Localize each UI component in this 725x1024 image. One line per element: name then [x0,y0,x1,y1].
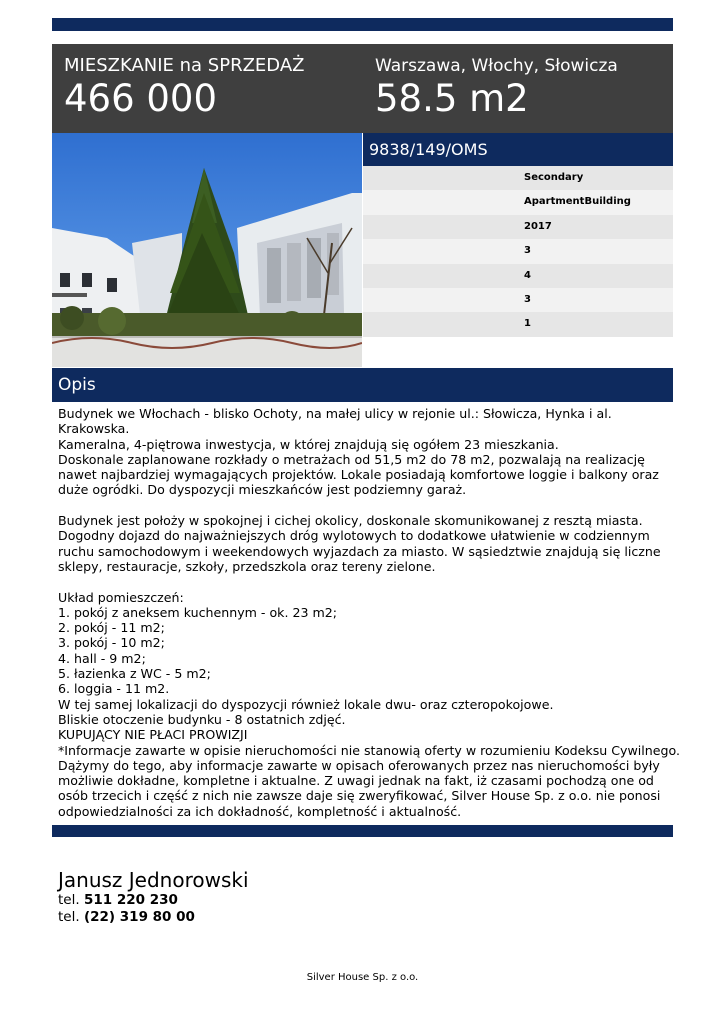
property-row [363,166,673,190]
description-text [58,406,681,819]
agent-phone-office [58,909,249,926]
header-left [64,56,304,120]
property-value: 1 [524,318,531,330]
description-line: Budynek jest położy w spokojnej i cichej okolicy, doskonale skomunikowanej z resztą miasta. [58,513,643,529]
description-line: 5. łazienka z WC - 5 m2; [58,666,211,682]
description-line [58,574,670,589]
description-line: 1. pokój z aneksem kuchennym - ok. 23 m2; [58,604,338,620]
listing-id: 9838/149/OMS [363,133,673,166]
description-line: Dążymy do tego, aby informacje zawarte w opisach oferowanych przez nas nieruchomości były [58,757,660,773]
description-line: sklepy, restauracje, szkoły, przedszkola oraz tereny zielone. [58,558,436,574]
description-line: 6. loggia - 11 m2. [58,681,170,697]
description-line: 2. pokój - 11 m2; [58,620,165,636]
divider-bar [52,825,673,837]
property-photo [52,133,362,367]
property-value: 2017 [524,220,552,232]
description-line: *Informacje zawarte w opisie nieruchomości nie stanowią oferty w rozumieniu Kodeksu Cywilnego. [58,742,681,758]
description-line [58,498,670,513]
property-value: ApartmentBuilding [524,196,631,208]
property-details-table [363,166,673,337]
description-line: Układ pomieszczeń: [58,589,184,605]
description-line: nawet najbardziej wymagających projektów. Lokale posiadają komfortowe loggie i balkony oraz [58,467,659,483]
top-accent-bar [52,18,673,31]
description-line: osób trzecich i część z nich nie zawsze daje się zweryfikować, Silver House Sp. z o.o. nie ponosi [58,788,661,804]
description-heading: Opis [52,368,673,402]
property-value: 3 [524,293,531,305]
area: 58.5 m2 [375,77,529,120]
agent-contact [58,868,249,926]
description-line: Dogodny dojazd do najważniejszych dróg wylotowych to dodatkowe ułatwienie w codziennym [58,528,650,544]
description-line: duże ogródki. Do dyspozycji mieszkańców jest podziemny garaż. [58,482,467,498]
description-line: ruchu samochodowym i weekendowych wyjazdach za miasto. W sąsiedztwie znajdują się liczne [58,543,661,559]
property-row [363,288,673,312]
description-line: Doskonale zaplanowane rozkłady o metrażach od 51,5 m2 do 78 m2, pozwalają na realizację [58,451,645,467]
description-line: W tej samej lokalizacji do dyspozycji również lokale dwu- oraz czteropokojowe. [58,696,554,712]
description-line: Bliskie otoczenie budynku - 8 ostatnich zdjęć. [58,711,346,727]
property-value: Secondary [524,172,584,183]
location: Warszawa, Włochy, Słowicza [375,56,618,76]
phone-office-number[interactable]: (22) 319 80 00 [83,909,195,925]
agent-name: Janusz Jednorowski [58,868,249,892]
description-line: Kameralna, 4-piętrowa inwestycja, w której znajdują się ogółem 23 mieszkania. [58,436,559,452]
description-line: KUPUJĄCY NIE PŁACI PROWIZJI [58,727,248,743]
listing-header [52,44,673,133]
footer-company: Silver House Sp. z o.o. [306,972,419,983]
description-line: odpowiedzialności za ich dokładność, kompletność i aktualność. [58,803,462,819]
description-line: Krakowska. [58,421,130,437]
description-line: 4. hall - 9 m2; [58,650,146,666]
property-row [363,264,673,288]
property-row [363,215,673,239]
price: 466 000 [64,77,218,120]
property-value: 3 [524,245,531,257]
phone-prefix: tel. [58,909,80,925]
property-row [363,312,673,336]
description-line: możliwie dokładne, kompletne i aktualne. Z uwagi jednak na fakt, iż czasami pochodzą one od [58,773,654,789]
property-value: 4 [524,269,531,281]
agent-phone-mobile [58,892,249,909]
property-row [363,190,673,214]
property-row [363,239,673,263]
description-line: Budynek we Włochach - blisko Ochoty, na małej ulicy w rejonie ul.: Słowicza, Hynka i al. [58,406,612,421]
description-line: 3. pokój - 10 m2; [58,635,165,651]
phone-mobile-number[interactable]: 511 220 230 [83,892,178,908]
phone-prefix: tel. [58,892,80,908]
offer-type: MIESZKANIE na SPRZEDAŻ [64,55,305,76]
header-right [375,56,618,120]
